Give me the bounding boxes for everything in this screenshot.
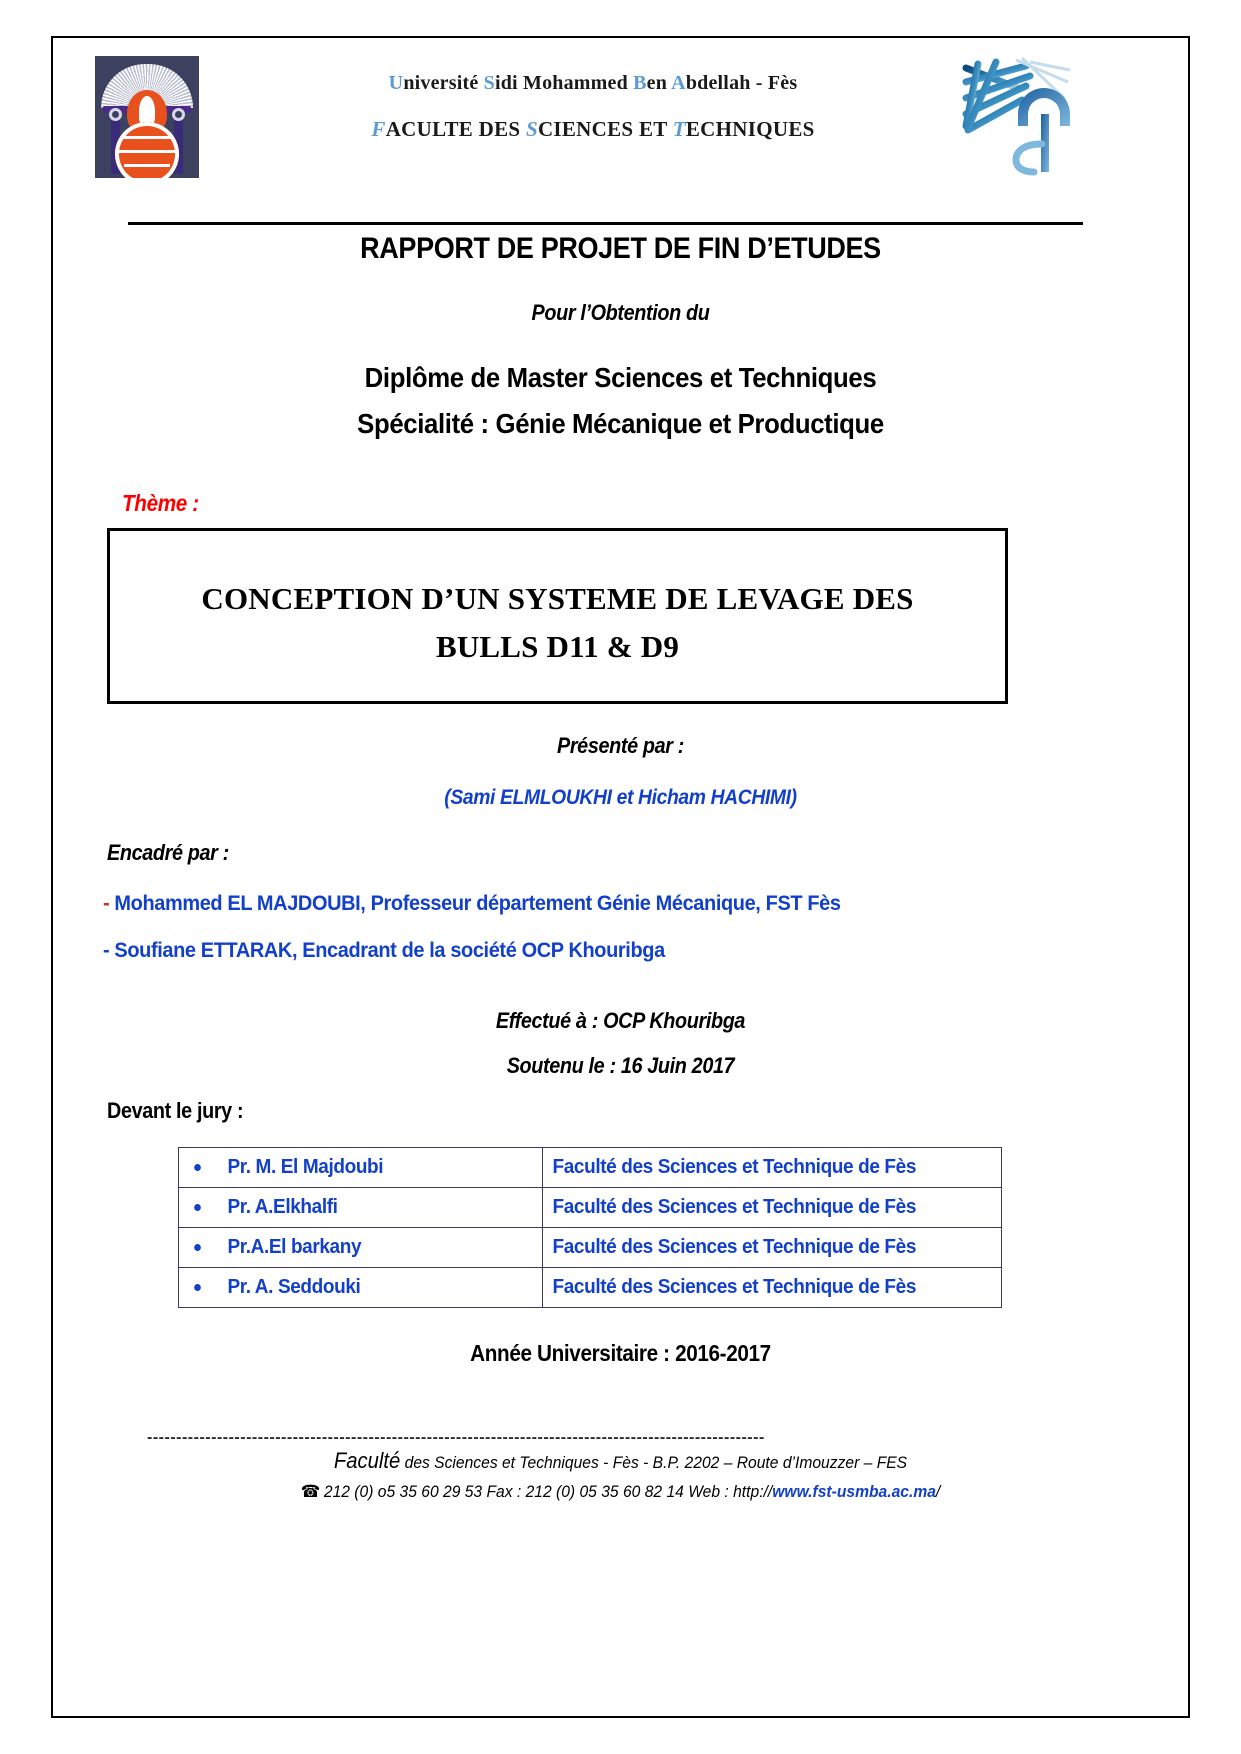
- supervisor-dash-2: -: [103, 939, 110, 962]
- bullet-icon: [194, 1164, 201, 1171]
- bullet-icon: [194, 1204, 201, 1211]
- jury-member-name-3: Pr.A.El barkany: [227, 1236, 362, 1258]
- jury-name-cell-4: [179, 1268, 543, 1308]
- jury-name-cell-2: [179, 1188, 543, 1228]
- supervised-by-label: Encadré par :: [107, 840, 229, 865]
- footer-phone-text: 212 (0) o5 35 60 29 53 Fax : 212 (0) 05 35 60 82 14 Web : http://: [323, 1482, 773, 1501]
- bullet-icon: [194, 1284, 201, 1291]
- footer-website-link[interactable]: www.fst-usmba.ac.ma: [772, 1482, 936, 1501]
- seal-pillar-cap-left: [109, 108, 122, 121]
- jury-member-org-3: Faculté des Sciences et Technique de Fès: [552, 1236, 917, 1258]
- academic-year-line: Année Universitaire : 2016-2017: [470, 1340, 771, 1366]
- diploma-line: Diplôme de Master Sciences et Techniques: [364, 362, 877, 393]
- header-divider-rule: [128, 222, 1083, 225]
- seal-pillar-cap-right: [172, 108, 185, 121]
- specialty-line: Spécialité : Génie Mécanique et Productique: [357, 408, 884, 439]
- jury-label: Devant le jury :: [107, 1098, 244, 1123]
- footer-faculty-word: Faculté: [333, 1448, 401, 1473]
- university-seal-logo: [95, 56, 199, 178]
- seal-globe-line-2: [118, 150, 176, 153]
- footer-url-suffix: /: [935, 1482, 941, 1501]
- document-header: [53, 38, 1188, 188]
- pour-obtention-line: Pour l’Obtention du: [531, 300, 710, 325]
- supervisor-text-2: Soufiane ETTARAK, Encadrant de la société OCP Khouribga: [114, 939, 665, 962]
- header-title-block: [243, 72, 943, 142]
- footer-separator: ----------------------------------------------------------------------------------------------------------: [147, 1430, 765, 1446]
- report-title: RAPPORT DE PROJET DE FIN D’ETUDES: [360, 232, 881, 265]
- jury-org-cell-3: [543, 1228, 1002, 1268]
- jury-member-org-4: Faculté des Sciences et Technique de Fès: [552, 1276, 917, 1298]
- jury-org-cell-2: [543, 1188, 1002, 1228]
- jury-member-name-1: Pr. M. El Majdoubi: [227, 1156, 384, 1178]
- jury-member-org-1: Faculté des Sciences et Technique de Fès: [552, 1156, 917, 1178]
- location-line: Effectué à : OCP Khouribga: [495, 1008, 746, 1033]
- theme-title-line-1: CONCEPTION D’UN SYSTEME DE LEVAGE DES: [201, 581, 914, 616]
- university-name-line: Université Sidi Mohammed Ben Abdellah - Fès: [388, 72, 798, 94]
- jury-member-name-4: Pr. A. Seddouki: [227, 1276, 361, 1298]
- supervisor-item-2: [103, 939, 665, 963]
- table-row: [179, 1188, 1002, 1228]
- bullet-icon: [194, 1244, 201, 1251]
- theme-label: Thème :: [122, 490, 199, 516]
- seal-globe-line-1: [121, 136, 173, 139]
- presented-by-label: Présenté par :: [556, 733, 685, 758]
- table-row: [179, 1148, 1002, 1188]
- footer-address-rest: des Sciences et Techniques - Fès - B.P. 2202 – Route d’Imouzzer – FES: [400, 1453, 908, 1472]
- theme-title-line-2: BULLS D11 & D9: [435, 629, 680, 665]
- supervisor-text-1: Mohammed EL MAJDOUBI, Professeur département Génie Mécanique, FST Fès: [114, 892, 841, 915]
- table-row: [179, 1228, 1002, 1268]
- fst-logo: [956, 52, 1080, 176]
- seal-globe-line-3: [124, 164, 170, 167]
- faculty-name-line: FACULTE DES SCIENCES ET TECHNIQUES: [371, 117, 815, 141]
- table-row: [179, 1268, 1002, 1308]
- jury-org-cell-1: [543, 1148, 1002, 1188]
- supervisor-item-1: [103, 892, 841, 916]
- jury-name-cell-1: [179, 1148, 543, 1188]
- jury-name-cell-3: [179, 1228, 543, 1268]
- defense-date-line: Soutenu le : 16 Juin 2017: [506, 1053, 735, 1078]
- students-names: (Sami ELMLOUKHI et Hicham HACHIMI): [444, 786, 797, 809]
- theme-title-box: [107, 528, 1008, 704]
- jury-member-org-2: Faculté des Sciences et Technique de Fès: [552, 1196, 917, 1218]
- footer-address-line: [50, 1448, 1192, 1474]
- jury-table: [178, 1147, 1002, 1308]
- theme-title-text: [110, 575, 1005, 671]
- telephone-icon: ☎: [300, 1482, 321, 1501]
- jury-org-cell-4: [543, 1268, 1002, 1308]
- supervisor-dash-1: -: [103, 892, 110, 915]
- jury-member-name-2: Pr. A.Elkhalfi: [227, 1196, 338, 1218]
- footer-phone-line: [50, 1482, 1192, 1502]
